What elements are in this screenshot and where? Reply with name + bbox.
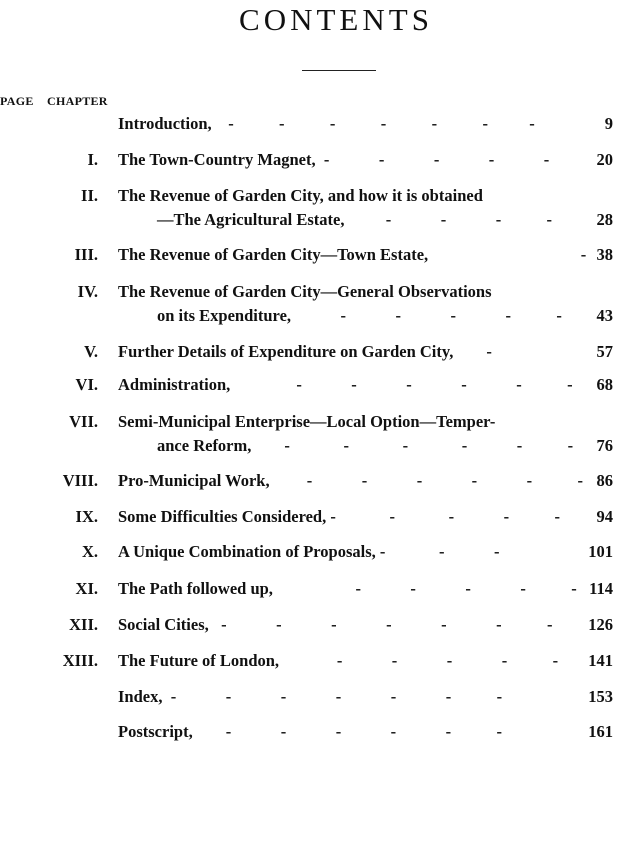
page-column-header: PAGE: [0, 94, 34, 108]
dot-leader: - - -: [375, 542, 500, 561]
chapter-number: IV.: [77, 282, 98, 301]
chapter-title: Introduction,: [118, 114, 212, 133]
page-title: CONTENTS: [239, 2, 433, 37]
chapter-number: VII.: [69, 412, 98, 431]
dot-leader: - - - - -: [315, 150, 550, 169]
chapter-number: VI.: [75, 375, 98, 394]
page-number: 126: [588, 615, 613, 634]
dot-leader: - - - - - - -: [211, 114, 535, 133]
chapter-column-header: CHAPTER: [47, 94, 108, 108]
dot-leader: - - - - - -: [192, 722, 503, 741]
page-number: 94: [596, 507, 613, 526]
page-number: 114: [589, 579, 613, 598]
chapter-title: Pro-Municipal Work,: [118, 471, 270, 490]
chapter-title: Further Details of Expenditure on Garden City,: [118, 342, 454, 361]
page-number: 20: [596, 150, 613, 169]
page-number: 141: [588, 651, 613, 670]
page-number: 161: [588, 722, 613, 741]
page-number: 76: [596, 436, 613, 455]
chapter-number: X.: [81, 542, 98, 561]
dot-leader: - - - - - -: [251, 436, 574, 455]
dot-leader: -: [428, 245, 587, 264]
chapter-number: XII.: [69, 615, 98, 634]
chapter-title: The Revenue of Garden City, and how it is obtained: [118, 186, 483, 205]
dot-leader: - - - - - - -: [162, 687, 503, 706]
page-number: 68: [596, 375, 613, 394]
page-number: 153: [588, 687, 613, 706]
dot-leader: - - - - - - -: [208, 615, 553, 634]
chapter-number: VIII.: [62, 471, 98, 490]
dot-leader: - - - - - -: [269, 471, 584, 490]
chapter-number: II.: [81, 186, 98, 205]
page-number: 101: [588, 542, 613, 561]
chapter-title-continued: on its Expenditure,: [157, 306, 292, 325]
dot-leader: -: [453, 342, 492, 361]
chapter-title: A Unique Combination of Proposals,: [118, 542, 376, 561]
chapter-title: Administration,: [118, 375, 231, 394]
title-rule: [302, 70, 376, 71]
chapter-number: IX.: [75, 507, 98, 526]
page-number: 43: [596, 306, 613, 325]
chapter-number: III.: [74, 245, 98, 264]
chapter-title-continued: ance Reform,: [157, 436, 252, 455]
chapter-title: Index,: [118, 687, 163, 706]
chapter-title: Some Difficulties Considered,: [118, 507, 327, 526]
page-number: 57: [596, 342, 613, 361]
dot-leader: - - - - -: [272, 579, 577, 598]
chapter-title: The Future of London,: [118, 651, 280, 670]
chapter-title-continued: —The Agricultural Estate,: [157, 210, 345, 229]
chapter-title: Semi-Municipal Enterprise—Local Option—Temper-: [118, 412, 496, 431]
dot-leader: - - - - -: [291, 306, 562, 325]
page-number: 28: [596, 210, 613, 229]
chapter-title: Social Cities,: [118, 615, 209, 634]
page-number: 38: [596, 245, 613, 264]
chapter-title: The Path followed up,: [118, 579, 273, 598]
chapter-number: V.: [84, 342, 98, 361]
dot-leader: - - - - -: [279, 651, 559, 670]
chapter-number: XIII.: [62, 651, 98, 670]
dot-leader: - - - - - -: [230, 375, 573, 394]
chapter-number: XI.: [75, 579, 98, 598]
dot-leader: - - - -: [344, 210, 553, 229]
dot-leader: - - - - -: [326, 507, 560, 526]
chapter-title: The Town-Country Magnet,: [118, 150, 316, 169]
chapter-title: Postscript,: [118, 722, 193, 741]
chapter-number: I.: [87, 150, 98, 169]
chapter-title: The Revenue of Garden City—General Observations: [118, 282, 492, 301]
page-number: 9: [604, 114, 613, 133]
chapter-title: The Revenue of Garden City—Town Estate,: [118, 245, 429, 264]
page-number: 86: [596, 471, 613, 490]
